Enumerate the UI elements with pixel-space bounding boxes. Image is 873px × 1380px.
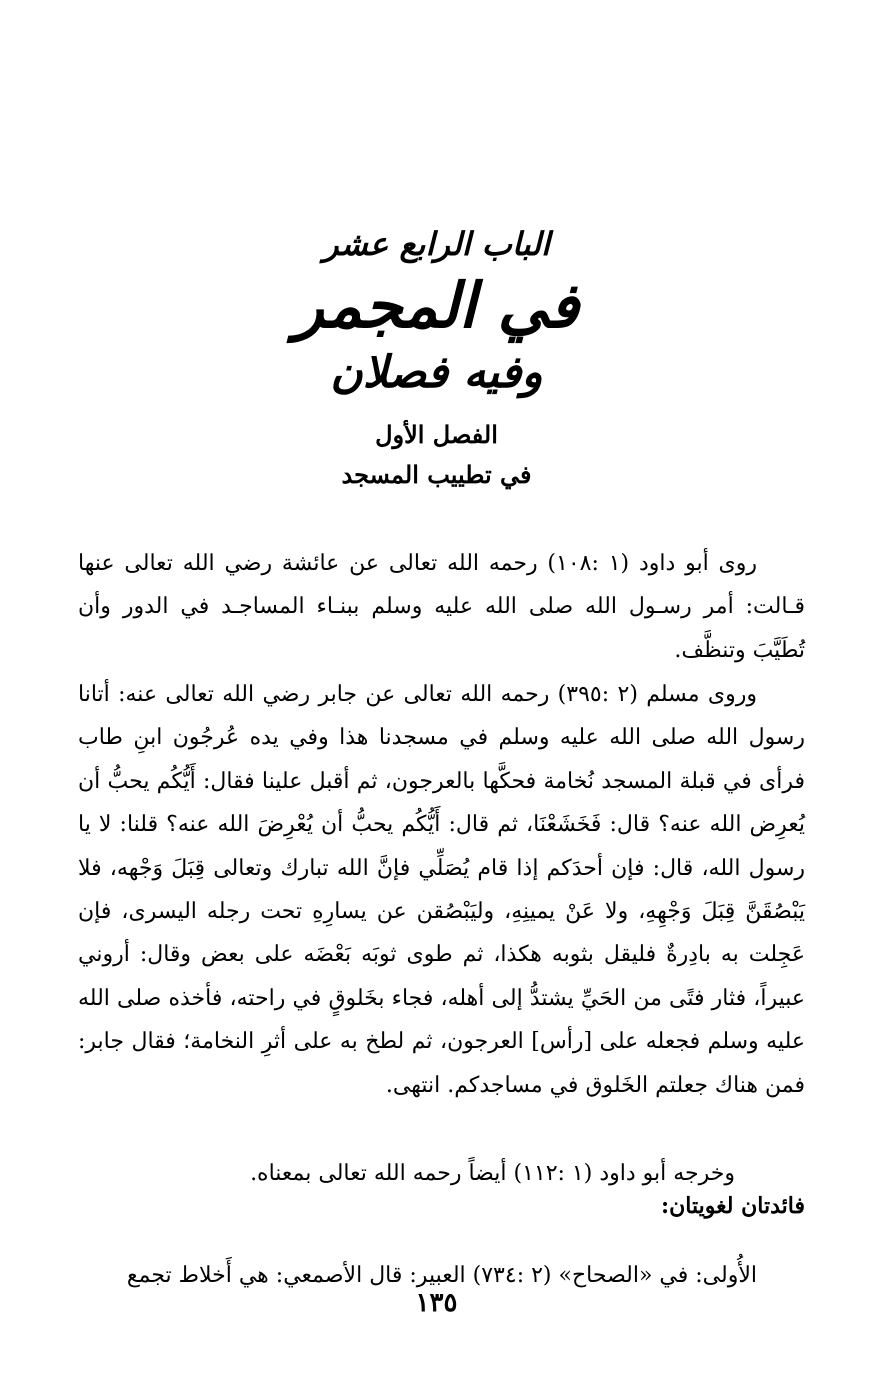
chapter-title: الباب الرابع عشر bbox=[323, 225, 550, 263]
paragraph-muslim: وروى مسلم (٢ :٣٩٥) رحمه الله تعالى عن جابر رضي الله تعالى عنه: أتانا رسول الله صلى الله عليه وسلم في مسجدنا هذا وفي يده عُرجُون ابنِ طاب فرأى في قبلة المسجد نُخامة فحكَّها بالعرجون، ثم أقبل علينا فقال: أَيُّكُم يحبُّ أن يُعرِض الله عنه؟ قال: فَخَشَعْنَا، ثم قال: أَيُّكُم يحبُّ أن يُعْرِضَ الله عنه؟ قلنا: لا يا رسول الله، قال: فإن أحدَكم إذا قام يُصَلِّي فإنَّ الله تبارك وتعالى قِبَلَ وَجْهه، فلا يَبْصُقَنَّ قِبَلَ وَجْهِهِ، ولا عَنْ يمينِهِ، وليَبْصُقن عن يسارِهِ تحت رجله اليسرى، فإن عَجِلت به بادِرةٌ فليقل بثوبه هكذا، ثم طوى ثوبَه بَعْضَه على بعض وقال: أروني عبيراً، فثار فتًى من الحَيِّ يشتدُّ إلى أهله، فجاء بخَلوقٍ في راحته، فأخذه صلى الله عليه وسلم فجعله على [رأس] العرجون، ثم لطخ به على أثرِ النخامة؛ فقال جابر: فمن هناك جعلتم الخَلوق في مساجدكم. انتهى. bbox=[78, 682, 805, 1098]
paragraph-abu-dawud: روى أبو داود (١ :١٠٨) رحمه الله تعالى عن عائشة رضي الله تعالى عنها قـالت: أمر رسـول الله صلى الله عليه وسلم ببنـاء المساجـد في الدور وأن تُطَيَّبَ وتنظَّف. bbox=[78, 551, 805, 663]
paragraph-first-benefit: الأُولى: في «الصحاح» (٢ :٧٣٤) العبير: قال الأصمعي: هي أَخلاط تجمع bbox=[126, 1263, 757, 1288]
benefits-heading: فائدتان لغويتان: bbox=[661, 1193, 805, 1219]
section-title: الفصل الأول bbox=[375, 420, 498, 449]
paragraph-abu-dawud-2: وخرجه أبو داود (١ :١١٢) أيضاً رحمه الله تعالى بمعناه. bbox=[250, 1161, 735, 1186]
chapter-subject: في المجمر bbox=[294, 269, 579, 342]
page-number: ١٣٥ bbox=[415, 1288, 458, 1318]
chapter-sections-note: وفيه فصلان bbox=[330, 347, 543, 398]
section-subtitle: في تطييب المسجد bbox=[341, 460, 532, 489]
